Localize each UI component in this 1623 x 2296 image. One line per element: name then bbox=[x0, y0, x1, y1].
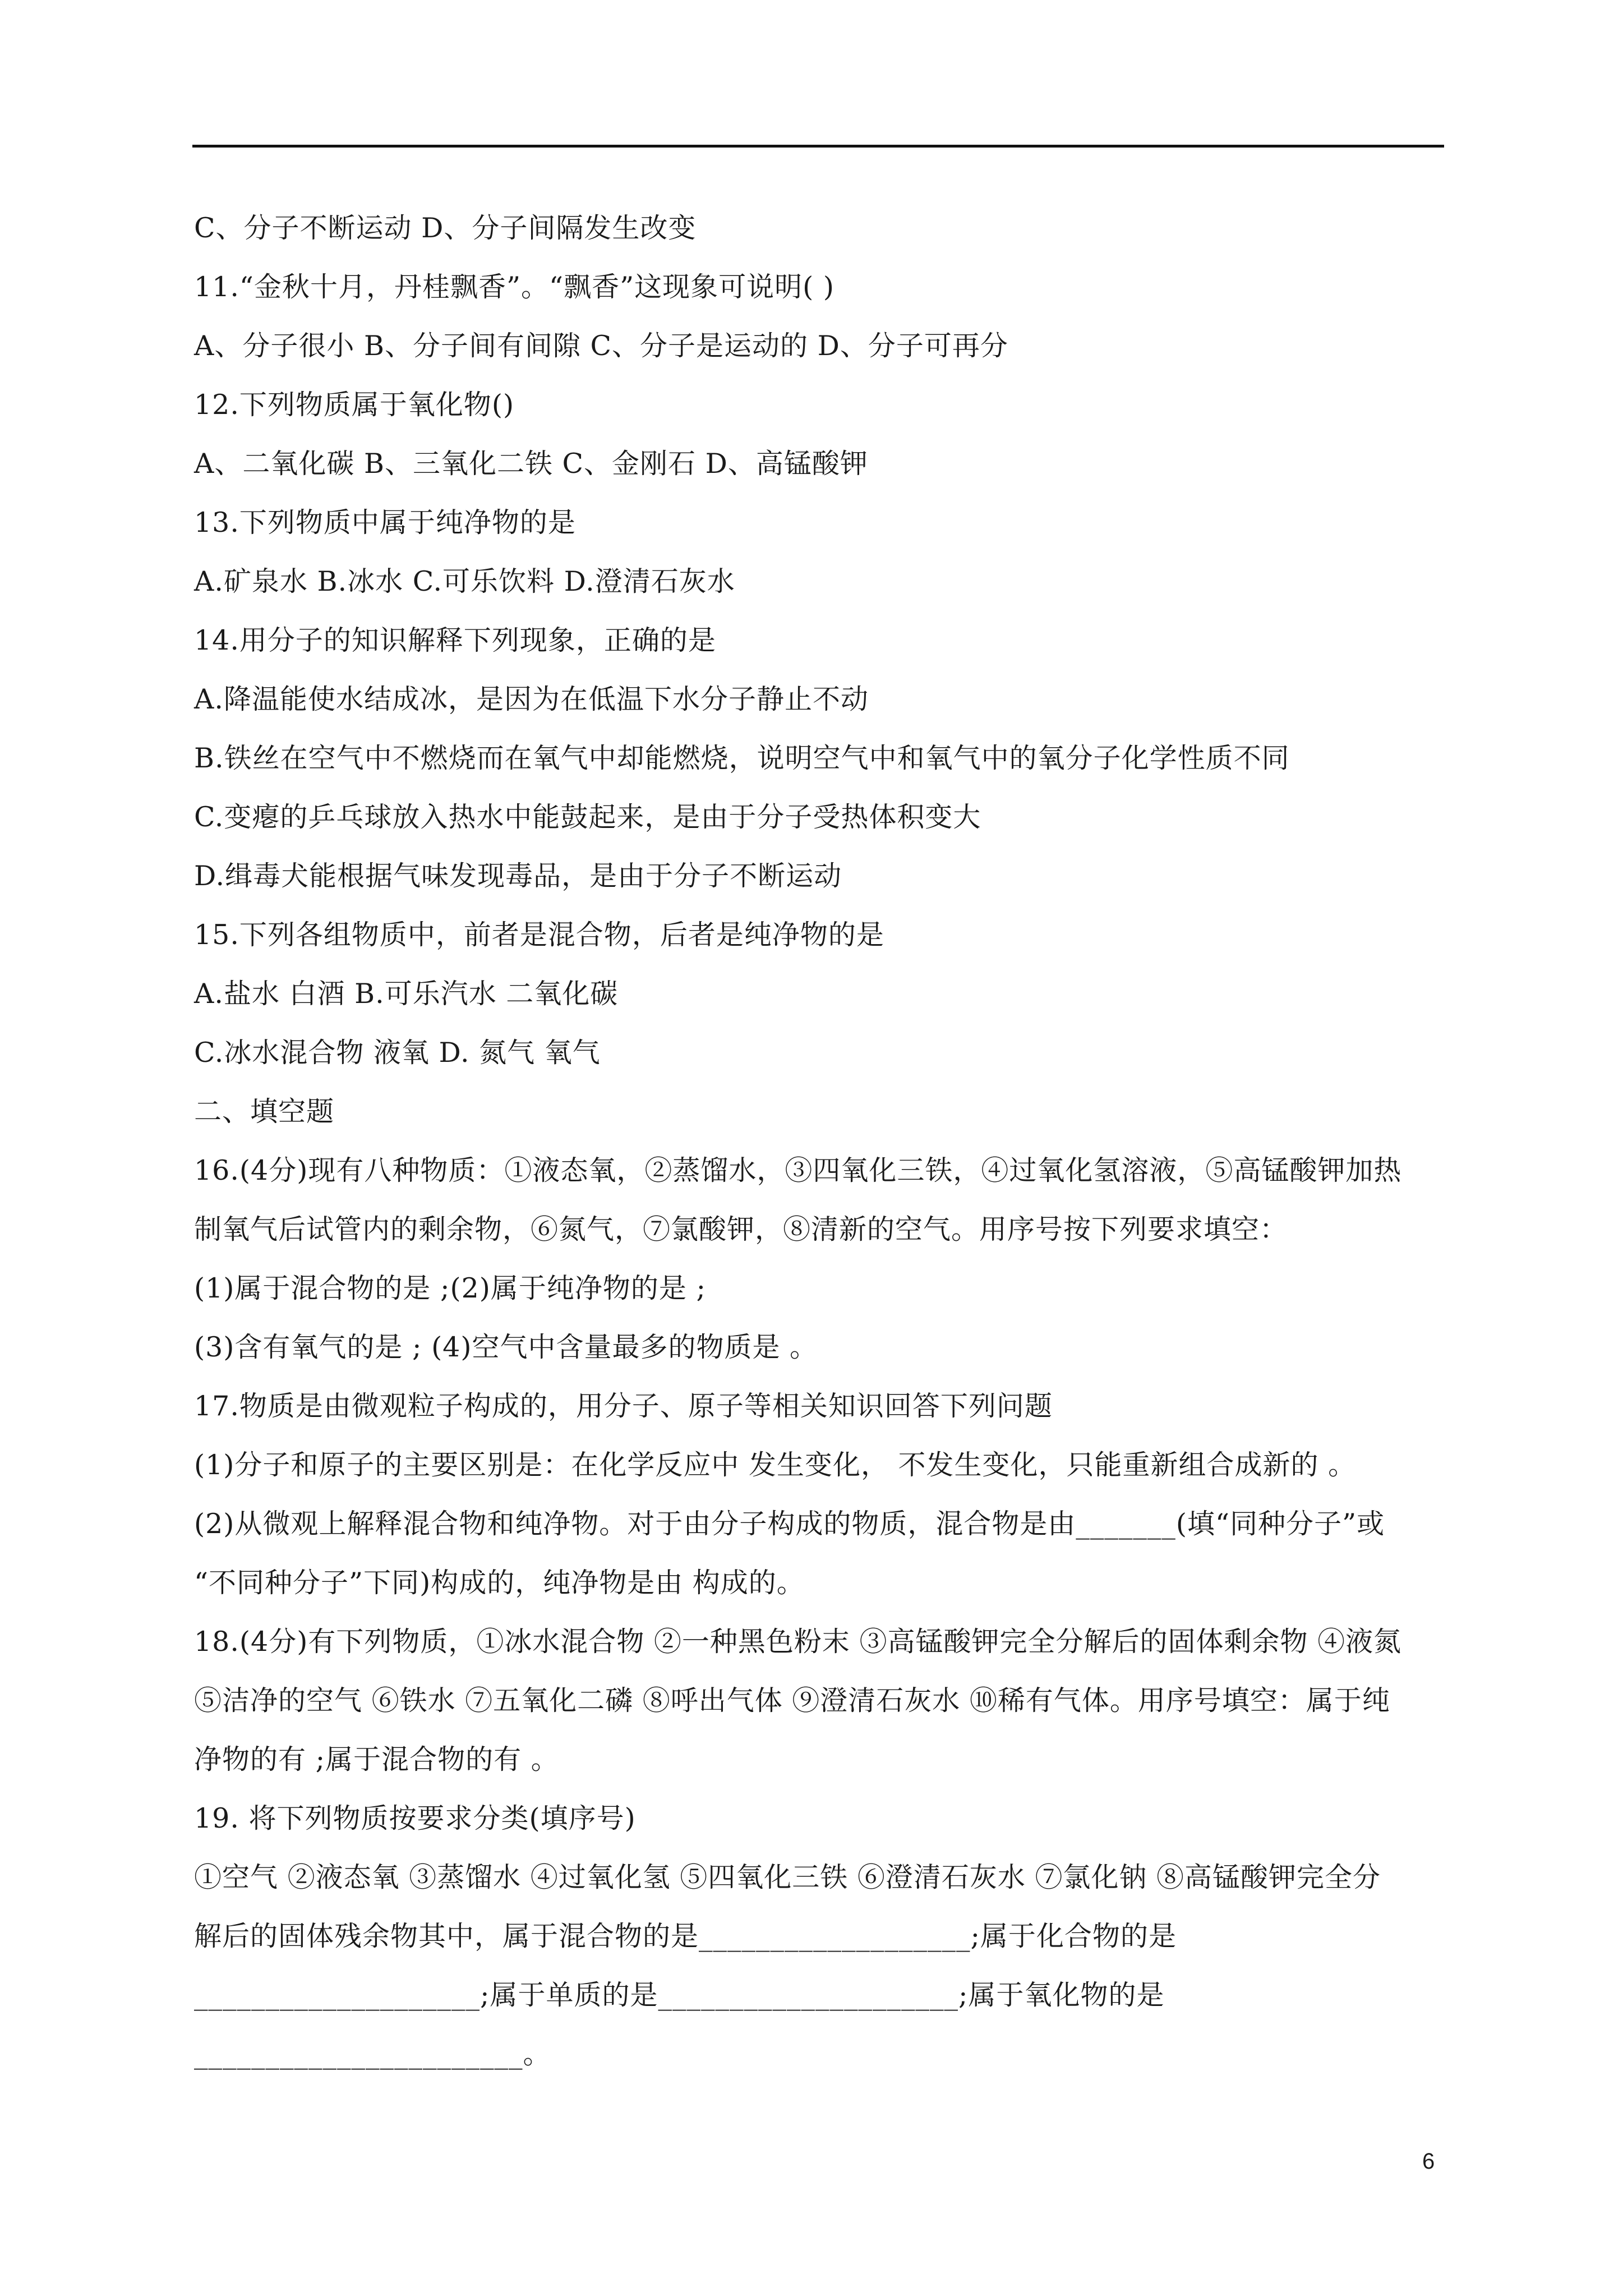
text-line: A.盐水 白酒 B.可乐汽水 二氧化碳 bbox=[194, 978, 619, 1010]
text-line: ____________________;属于单质的是_____________________;属于氧化物的是 bbox=[194, 1979, 1165, 2011]
text-line: A、分子很小 B、分子间有间隙 C、分子是运动的 D、分子可再分 bbox=[194, 330, 1008, 362]
text-line: A、二氧化碳 B、三氧化二铁 C、金刚石 D、高锰酸钾 bbox=[194, 448, 868, 480]
question-14: 14.用分子的知识解释下列现象，正确的是 bbox=[194, 624, 716, 656]
text-line: (2)从微观上解释混合物和纯净物。对于由分子构成的物质，混合物是由_______(填“同种分子”或 bbox=[194, 1508, 1385, 1540]
text-line: “不同种分子”下同)构成的，纯净物是由 构成的。 bbox=[194, 1567, 805, 1599]
question-12: 12.下列物质属于氧化物() bbox=[194, 389, 515, 421]
text-line: _______________________。 bbox=[194, 2038, 551, 2070]
text-line: C、分子不断运动 D、分子间隔发生改变 bbox=[194, 212, 697, 244]
question-18: 18.(4分)有下列物质，①冰水混合物 ②一种黑色粉末 ③高锰酸钾完全分解后的固体剩余物 ④液氮 bbox=[194, 1626, 1402, 1658]
text-line: (1)分子和原子的主要区别是：在化学反应中 发生变化， 不发生变化，只能重新组合成新的 。 bbox=[194, 1449, 1357, 1481]
text-line: ①空气 ②液态氧 ③蒸馏水 ④过氧化氢 ⑤四氧化三铁 ⑥澄清石灰水 ⑦氯化钠 ⑧高锰酸钾完全分 bbox=[194, 1861, 1381, 1893]
page-content bbox=[194, 199, 1450, 2083]
text-line: 解后的固体残余物其中，属于混合物的是___________________;属于化合物的是 bbox=[194, 1920, 1177, 1952]
question-17: 17.物质是由微观粒子构成的，用分子、原子等相关知识回答下列问题 bbox=[194, 1390, 1053, 1422]
text-line: A.矿泉水 B.冰水 C.可乐饮料 D.澄清石灰水 bbox=[194, 565, 735, 597]
page-number: 6 bbox=[1422, 2149, 1435, 2174]
section-heading: 二、填空题 bbox=[194, 1096, 335, 1128]
question-19: 19. 将下列物质按要求分类(填序号) bbox=[194, 1802, 636, 1834]
text-line: A.降温能使水结成冰，是因为在低温下水分子静止不动 bbox=[194, 683, 869, 715]
text-line: C.冰水混合物 液氧 D. 氮气 氧气 bbox=[194, 1037, 601, 1069]
text-line: ⑤洁净的空气 ⑥铁水 ⑦五氧化二磷 ⑧呼出气体 ⑨澄清石灰水 ⑩稀有气体。用序号填空：属于纯 bbox=[194, 1685, 1390, 1717]
header-rule bbox=[192, 145, 1444, 148]
question-15: 15.下列各组物质中，前者是混合物，后者是纯净物的是 bbox=[194, 919, 884, 951]
question-11: 11.“金秋十月，丹桂飘香”。“飘香”这现象可说明( ) bbox=[194, 271, 834, 303]
text-line: D.缉毒犬能根据气味发现毒品，是由于分子不断运动 bbox=[194, 860, 842, 892]
question-13: 13.下列物质中属于纯净物的是 bbox=[194, 507, 576, 539]
text-line: 制氧气后试管内的剩余物，⑥氮气，⑦氯酸钾，⑧清新的空气。用序号按下列要求填空： bbox=[194, 1213, 1288, 1245]
text-line: C.变瘪的乒乓球放入热水中能鼓起来，是由于分子受热体积变大 bbox=[194, 801, 981, 833]
text-line: (1)属于混合物的是 ;(2)属于纯净物的是 ; bbox=[194, 1272, 706, 1304]
text-line: B.铁丝在空气中不燃烧而在氧气中却能燃烧，说明空气中和氧气中的氧分子化学性质不同 bbox=[194, 742, 1290, 774]
question-16: 16.(4分)现有八种物质：①液态氧，②蒸馏水，③四氧化三铁，④过氧化氢溶液，⑤高锰酸钾加热 bbox=[194, 1154, 1402, 1186]
text-line: 净物的有 ;属于混合物的有 。 bbox=[194, 1743, 559, 1775]
text-line: (3)含有氧气的是 ; (4)空气中含量最多的物质是 。 bbox=[194, 1331, 818, 1363]
